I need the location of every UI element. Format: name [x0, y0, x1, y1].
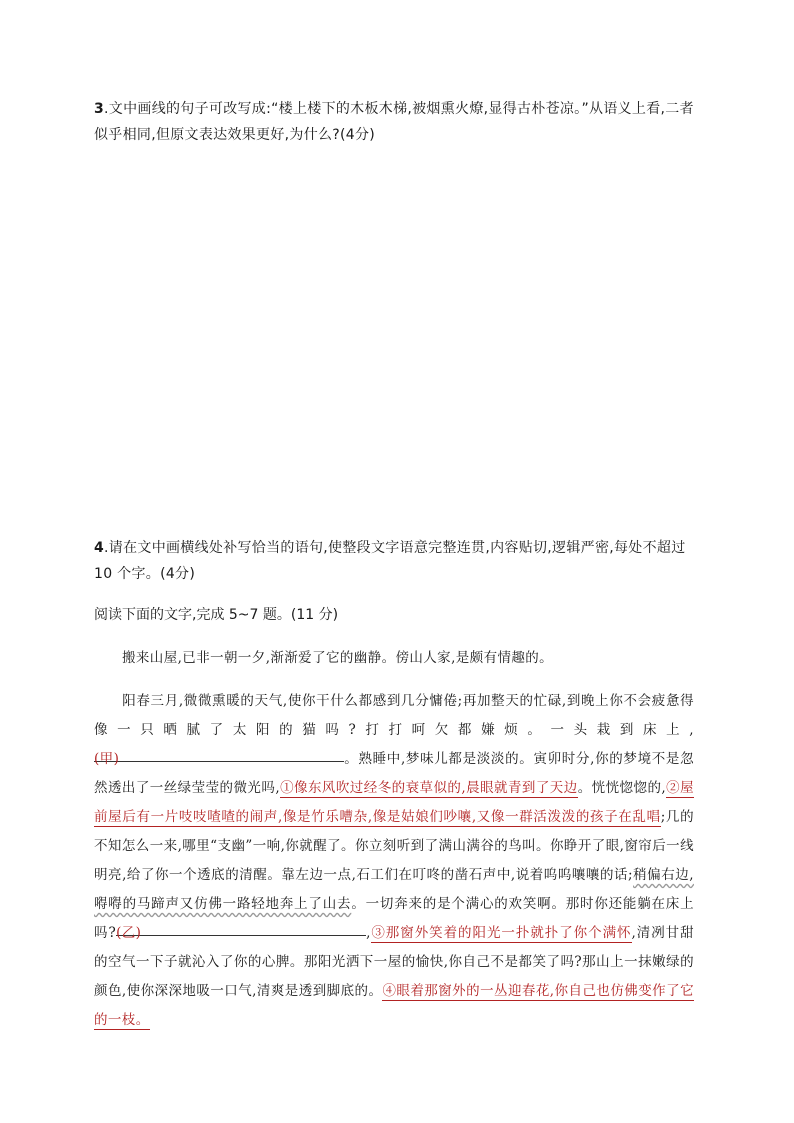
p2-segment-b: 。熟睡中,梦味儿都是淡淡的。寅卯时分,你的梦境不是忽然透出了一丝绿莹莹的微光吗,	[94, 751, 694, 796]
question-3	[94, 96, 704, 148]
question-3-text: .文中画线的句子可改写成:“楼上楼下的木板木梯,被烟熏火燎,显得古朴苍凉。”从语义上看,二者似乎相同,但原文表达效果更好,为什么?(4分)	[94, 101, 694, 143]
p2-segment-e: 。一切奔来的是个满心的欢笑啊。那时你还能躺在床上吗?	[94, 896, 694, 941]
p2-segment-g: ,清冽甘甜的空气一下子就沁入了你的心脾。那阳光洒下一屋的愉快,你自己不是都笑了吗?那山上一抹嫩绿的颜色,使你深深地吸一口气,清爽是透到脚底的。	[94, 925, 694, 999]
passage-paragraph-1	[94, 644, 694, 673]
p2-segment-a: 阳春三月,微微熏暖的天气,使你干什么都感到几分慵倦;再加整天的忙碌,到晚上你不会疲惫得像一只晒腻了太阳的猫吗?打打呵欠都嫌烦。一头栽到床上,	[94, 693, 694, 738]
question-4	[94, 535, 704, 587]
p2-segment-f: ,	[366, 925, 371, 941]
underlined-sentence-3: ③那窗外笑着的阳光一扑就扑了你个满怀	[370, 925, 632, 941]
underlined-sentence-4: ④眼着那窗外的一丛迎春花,你自己也仿佛变作了它的一枝。	[94, 983, 694, 1028]
underlined-sentence-2: ②屋前屋后有一片吱吱喳喳的闹声,像是竹乐嘈杂,像是姑娘们吵嚷,又像一群活泼泼的孩子在乱唱	[94, 780, 694, 825]
blank-jia[interactable]	[94, 745, 344, 767]
wavy-underlined-sentence: 稍偏右边,嘚嘚的马蹄声又仿佛一路轻地奔上了山去	[94, 867, 694, 912]
p2-segment-d: ;几的不知怎么一来,哪里“支幽”一响,你就醒了。你立刻听到了满山满谷的鸟叫。你睁开了眼,窗帘后一线明亮,给了你一个透底的清醒。靠左边一点,石工们在叮咚的凿石声中,说着呜呜嚷嚷的话;	[94, 809, 694, 883]
blank-jia-label: (甲)	[94, 751, 120, 767]
question-3-number: 3	[94, 101, 105, 117]
paragraph-1-text: 搬来山屋,已非一朝一夕,渐渐爱了它的幽静。傍山人家,是颇有情趣的。	[122, 650, 554, 666]
underlined-sentence-1: ①像东风吹过经冬的衰草似的,晨眼就青到了天边	[280, 780, 578, 796]
passage-paragraph-2	[94, 687, 694, 1035]
blank-yi-label: (乙)	[116, 925, 142, 941]
p2-segment-c: 。恍恍惚惚的,	[577, 780, 667, 796]
question-4-text: .请在文中画横线处补写恰当的语句,使整段文字语意完整连贯,内容贴切,逻辑严密,每处不超过 10 个字。(4分)	[94, 540, 686, 582]
question-4-number: 4	[94, 540, 105, 556]
reading-intro: 阅读下面的文字,完成 5~7 题。(11 分)	[94, 607, 339, 623]
blank-yi[interactable]	[116, 919, 366, 941]
